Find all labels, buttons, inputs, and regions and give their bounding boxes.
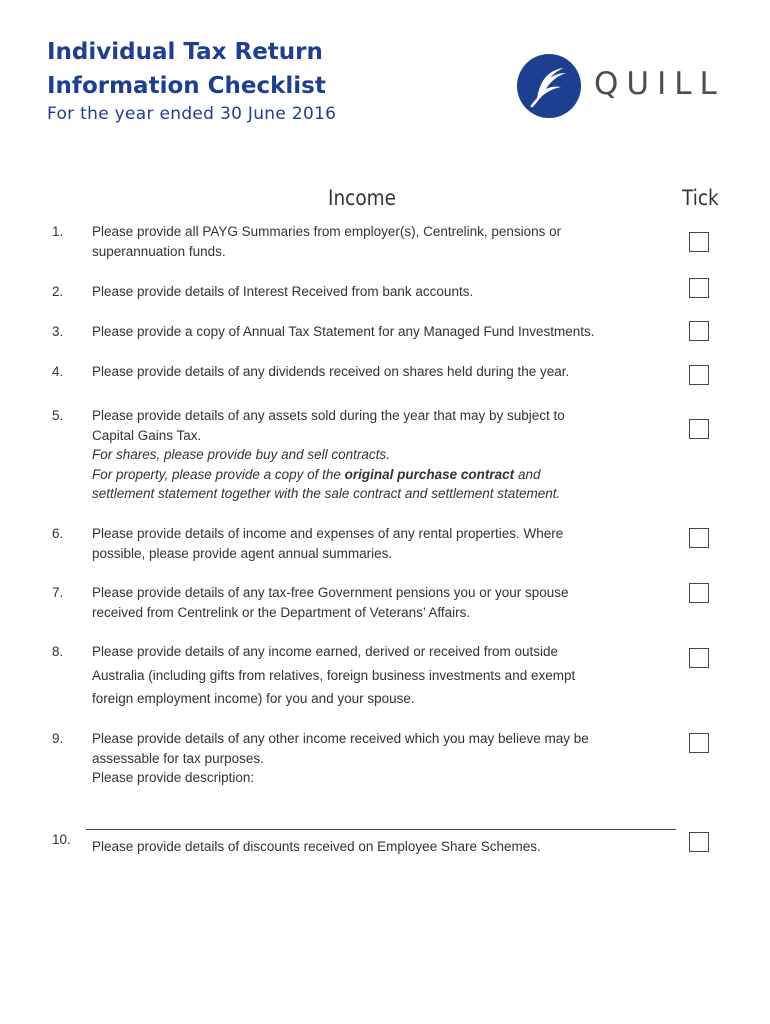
item-number: 2.: [52, 284, 64, 299]
item-text: [92, 406, 682, 504]
document-title: [47, 35, 326, 103]
tick-checkbox-1[interactable]: [689, 232, 709, 252]
item-text-line: foreign employment income) for you and your spouse.: [92, 691, 415, 706]
item-text-line: Please provide details of any other income received which you may believe may be: [92, 731, 589, 746]
item-text-line: Australia (including gifts from relatives, foreign business investments and exempt: [92, 667, 576, 683]
item-text-line: Please provide details of income and expenses of any rental properties. Where: [92, 526, 564, 541]
item-note-property: [92, 465, 682, 485]
item-text-line: Please provide a copy of Annual Tax Statement for any Managed Fund Investments.: [92, 324, 595, 339]
item-text-line: Please provide all PAYG Summaries from employer(s), Centrelink, pensions or: [92, 224, 562, 239]
tick-checkbox-4[interactable]: [689, 365, 709, 385]
tick-checkbox-8[interactable]: [689, 648, 709, 668]
logo-wordmark: QUILL: [594, 66, 725, 102]
tick-checkbox-5[interactable]: [689, 419, 709, 439]
tick-checkbox-9[interactable]: [689, 733, 709, 753]
item-text-line: Please provide description:: [92, 770, 255, 786]
item-number: 1.: [52, 224, 64, 239]
item-text-line: Please provide details of Interest Received from bank accounts.: [92, 284, 474, 299]
item-text: [92, 322, 682, 342]
item-text-line: Please provide details of any income earned, derived or received from outside: [92, 644, 559, 659]
item-text-line: possible, please provide agent annual summaries.: [92, 545, 393, 561]
item-text-line: Please provide details of any assets sold during the year that may by subject to: [92, 408, 565, 423]
item-text: [92, 640, 682, 711]
item-text-line: Please provide details of discounts received on Employee Share Schemes.: [92, 839, 541, 854]
quill-feather-icon: [517, 54, 581, 118]
item-note-emphasis: original purchase contract: [344, 466, 515, 482]
item-text: [92, 524, 682, 563]
item-text-line: Capital Gains Tax.: [92, 427, 202, 443]
item-number: 9.: [52, 731, 64, 746]
item-text-line: received from Centrelink or the Department of Veterans’ Affairs.: [92, 604, 471, 620]
document-subtitle: For the year ended 30 June 2016: [47, 104, 337, 124]
item-text: [92, 222, 682, 261]
item-number: 7.: [52, 585, 64, 600]
item-note-text: For property, please provide a copy of the: [92, 466, 345, 482]
item-text-line: Please provide details of any tax-free Government pensions you or your spouse: [92, 585, 569, 600]
item-text-line: assessable for tax purposes.: [92, 750, 264, 766]
tick-column-header: Tick: [682, 186, 719, 210]
title-line-1: Individual Tax Return: [47, 39, 323, 65]
item-text-line: superannuation funds.: [92, 243, 226, 259]
item-text: [92, 729, 682, 788]
description-entry-line[interactable]: [86, 829, 676, 830]
title-line-2: Information Checklist: [47, 73, 326, 99]
tick-checkbox-6[interactable]: [689, 528, 709, 548]
tick-checkbox-2[interactable]: [689, 278, 709, 298]
item-text-line: Please provide details of any dividends received on shares held during the year.: [92, 364, 570, 379]
item-number: 10.: [52, 832, 71, 847]
item-note-settlement: settlement statement together with the sale contract and settlement statement.: [92, 486, 561, 502]
item-number: 6.: [52, 526, 64, 541]
tick-checkbox-10[interactable]: [689, 832, 709, 852]
item-note-shares: For shares, please provide buy and sell contracts.: [92, 447, 390, 463]
item-number: 4.: [52, 364, 64, 379]
item-number: 3.: [52, 324, 64, 339]
tick-checkbox-7[interactable]: [689, 583, 709, 603]
item-text: [92, 583, 682, 622]
item-number: 5.: [52, 408, 64, 423]
item-text: [92, 362, 682, 382]
item-number: 8.: [52, 644, 64, 659]
item-text: [92, 837, 682, 857]
item-text: [92, 282, 682, 302]
item-note-text: and: [514, 466, 541, 482]
tick-checkbox-3[interactable]: [689, 321, 709, 341]
income-column-header: Income: [328, 186, 397, 210]
